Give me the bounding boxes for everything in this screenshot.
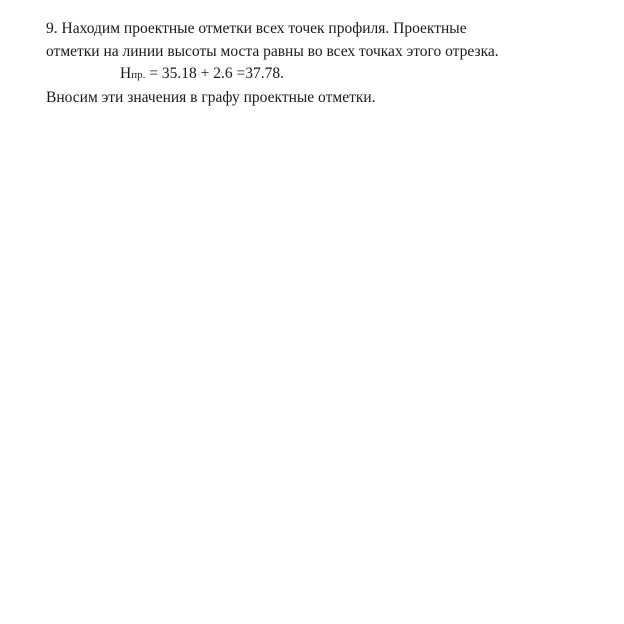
paragraph-line-2: отметки на линии высоты моста равны во всех точках этого отрезка.: [46, 42, 499, 60]
formula-symbol: H: [120, 65, 132, 82]
formula-line: [46, 63, 606, 87]
document-text: [46, 18, 606, 109]
formula-expression: = 35.18 + 2.6 =37.78.: [145, 65, 284, 82]
formula-subscript: пр.: [131, 69, 146, 81]
paragraph-line-4: Вносим эти значения в графу проектные отметки.: [46, 88, 376, 106]
paragraph-line-1: 9. Находим проектные отметки всех точек профиля. Проектные: [46, 20, 467, 37]
